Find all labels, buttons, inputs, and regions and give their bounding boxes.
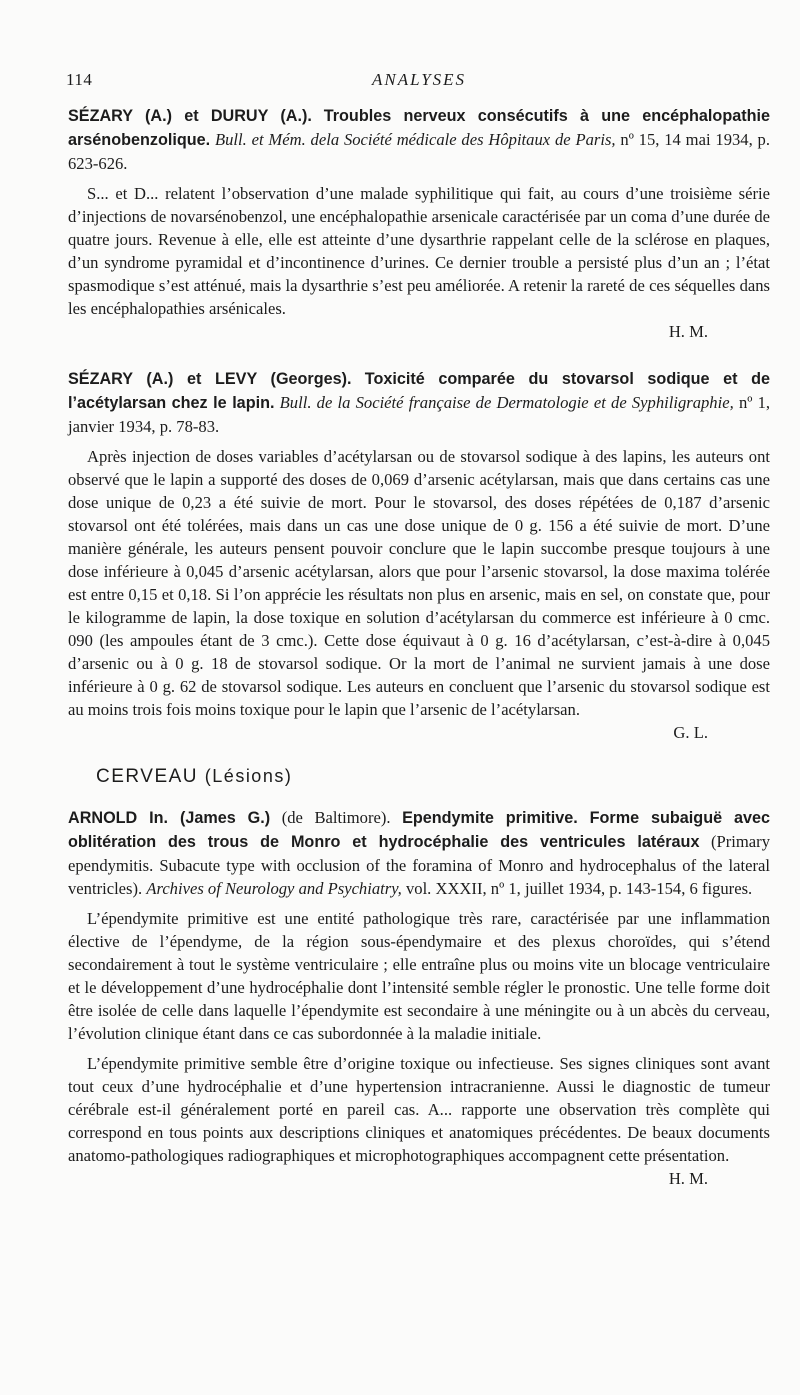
abstract-entry-3 <box>68 806 770 1190</box>
entry-2-source: Bull. de la Société française de Dermatologie et de Syphiligraphie, <box>279 393 734 412</box>
entry-1-citation <box>68 104 770 175</box>
entry-1-authors: SÉZARY (A.) et DURUY (A.). <box>68 107 312 125</box>
abstract-entry-2 <box>68 367 770 744</box>
entry-2-signature: G. L. <box>673 723 708 742</box>
entry-3-details: vol. XXXII, nº 1, juillet 1934, p. 143-154, 6 figures. <box>405 879 753 898</box>
entry-3-title: Ependymite primitive. Forme subaiguë avec oblitération des trous de Monro et hydrocéphalie des ventricules latéraux <box>68 809 771 851</box>
entry-2-authors: SÉZARY (A.) et LEVY (Georges). <box>68 370 352 388</box>
entry-1-title: Troubles nerveux consécutifs à une encéphalopathie arsénobenzolique. <box>68 107 770 149</box>
entry-1-source: Bull. et Mém. dela Société médicale des Hôpitaux de Paris, <box>214 130 616 149</box>
journal-page <box>68 70 770 1190</box>
entry-3-authors: ARNOLD In. (James G.) <box>68 809 271 827</box>
entry-2-paragraph-1: Après injection de doses variables d’acétylarsan ou de stovarsol sodique à des lapins, les auteurs ont observé que le lapin a supporté des doses de 0,069 d’arsenic acétylarsan, mais que dans certains cas une dose unique de 0,23 a été suivie de mort. Pour le stovarsol, des doses répétées de 0,187 d’arsenic stovarsol ont été tolérées, mais dans un cas une dose unique de 0 g. 156 a été suivie de mort. D’une manière générale, les auteurs pensent pouvoir conclure que le lapin succombe presque toujours à une dose inférieure à 0,045 d’arsenic acétylarsan, alors que pour l’arsenic stovarsol, la dose maxima tolérée est entre 0,15 et 0,18. Si l’on apprécie les résultats non plus en arsenic, mais en sel, on constate que, pour le kilogramme de lapin, la dose toxique en solution d’acétylarsan du commerce est inférieure à 0 cmc. 090 (les ampoules étant de 3 cmc.). Cette dose équivaut à 0 g. 16 d’acétylarsan, c’est-à-dire à 0,045 d’arsenic ou à 0 g. 18 de stovarsol sodique. Or la mort de l’animal ne survient jamais à une dose inférieure à 0 g. 62 de stovarsol sodique. Les auteurs en concluent que l’arsenic du stovarsol sodique est au moins trois fois moins toxique pour le lapin que l’arsenic de l’acétylarsan. <box>68 447 770 719</box>
entry-3-translation: (Primary ependymitis. Subacute type with occlusion of the foramina of Monro and hydrocephalus of the lateral ventricles). <box>68 832 770 898</box>
running-title: ANALYSES <box>371 70 467 89</box>
entry-1-signature: H. M. <box>668 322 708 341</box>
entry-3-paragraph-1: L’épendymite primitive est une entité pathologique très rare, caractérisée par une inflammation élective de l’épendyme, de la région sous-épendymaire et des plexus choroïdes, qui s’étend secondairement à tout le système ventriculaire ; elle entraîne plus ou moins vite un blocage ventriculaire et le développement d’une hydrocéphalie dont l’intensité semble régler le pronostic. Une telle forme doit être isolée de celle dans laquelle l’épendymite est secondaire à une méningite ou à un abcès du cerveau, l’évolution clinique étant dans ce cas subordonnée à la maladie initiale. <box>68 909 770 1043</box>
section-title: CERVEAU <box>96 766 199 787</box>
entry-1-details: nº 15, 14 mai 1934, p. 623-626. <box>68 130 771 173</box>
section-heading <box>96 766 770 788</box>
entry-2-details: nº 1, janvier 1934, p. 78-83. <box>68 393 771 436</box>
entry-3-source: Archives of Neurology and Psychiatry, <box>146 879 402 898</box>
abstract-entry-1 <box>68 104 770 343</box>
section-subtitle: (Lésions) <box>204 766 293 786</box>
entry-3-paragraph-2: L’épendymite primitive semble être d’origine toxique ou infectieuse. Ses signes cliniques sont avant tout ceux d’une hydrocéphalie et d’une hypertension intracranienne. Aussi le diagnostic de tumeur cérébrale est-il généralement porté en pareil cas. A... rapporte une observation très complète qui correspond en tous points aux descriptions cliniques et anatomiques précédentes. De beaux documents anatomo-pathologiques radiographiques et microphotographiques accompagnent cette présentation. <box>68 1054 770 1165</box>
entry-3-affiliation: (de Baltimore). <box>281 808 391 827</box>
entry-3-citation <box>68 806 770 900</box>
running-head <box>68 70 770 96</box>
entry-3-signature: H. M. <box>668 1169 708 1188</box>
entry-1-paragraph-1: S... et D... relatent l’observation d’une malade syphilitique qui fait, au cours d’une troisième série d’injections de novarsénobenzol, une encéphalopathie arsenicale caractérisée par un coma d’une durée de quatre jours. Revenue à elle, elle est atteinte d’une dysarthrie rappelant celle de la sclérose en plaques, d’un syndrome pyramidal et d’incontinence d’urines. Ce dernier trouble a persisté plus d’un an ; l’état spasmodique s’est atténué, mais la dysarthrie s’est peu améliorée. A retenir la rareté de ces séquelles dans les encéphalopathies arsénicales. <box>68 184 770 318</box>
page-number: 114 <box>66 70 93 89</box>
entry-2-citation <box>68 367 770 438</box>
entry-2-title: Toxicité comparée du stovarsol sodique et de l’acétylarsan chez le lapin. <box>68 370 770 412</box>
